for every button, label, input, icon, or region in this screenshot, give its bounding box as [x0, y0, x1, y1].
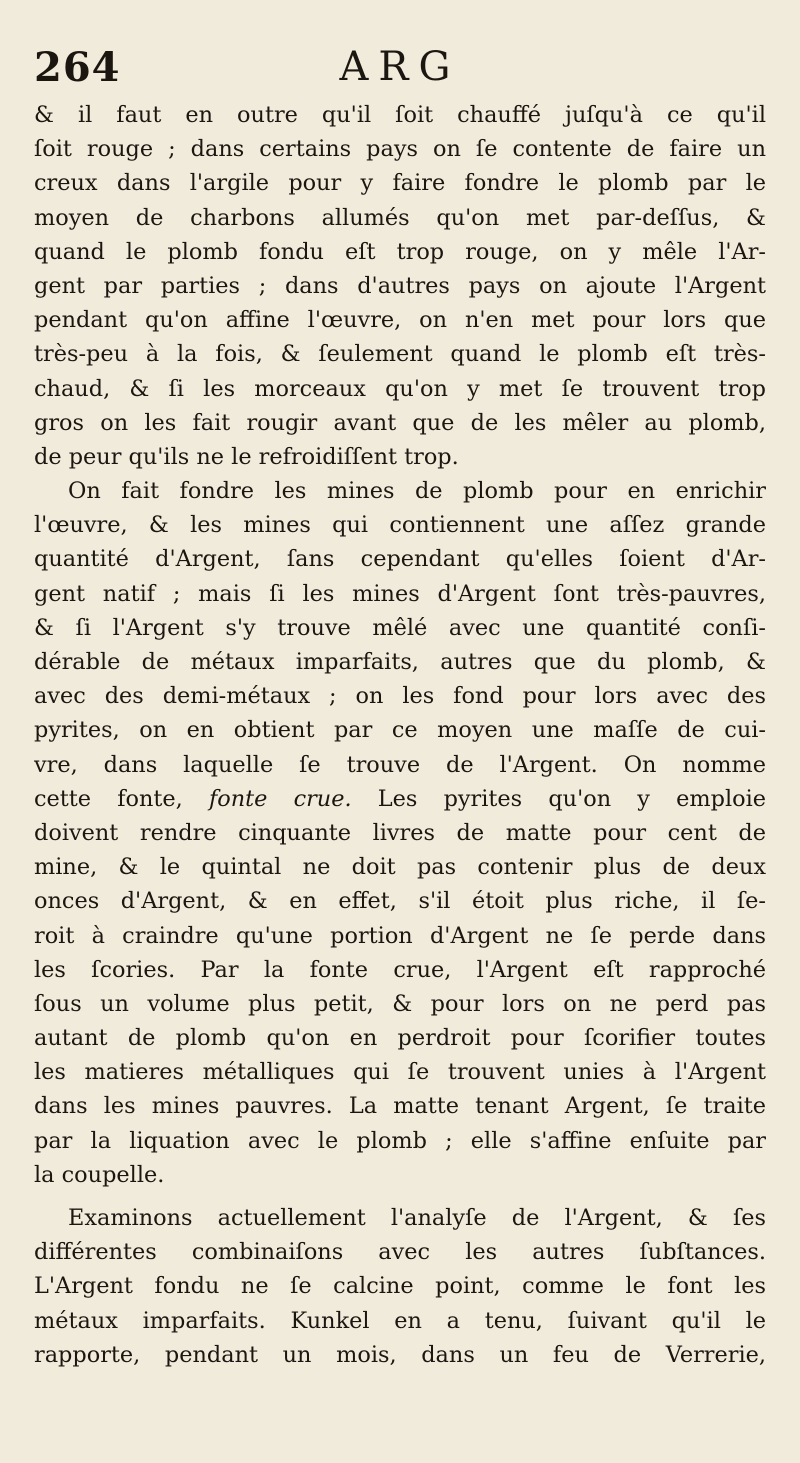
text-line: dans les mines pauvres. La matte tenant Argent, ſe traite [34, 1093, 766, 1120]
text-line: gent par parties ; dans d'autres pays on ajoute l'Argent [34, 272, 766, 299]
text-line: avec des demi-métaux ; on les fond pour lors avec des [34, 683, 766, 710]
text-line: les ſcories. Par la fonte crue, l'Argent eſt rapproché [34, 956, 766, 983]
page-number: 264 [34, 44, 121, 91]
text-line: l'œuvre, & les mines qui contiennent une aſſez grande [34, 512, 766, 539]
text-line: On fait fondre les mines de plomb pour en enrichir [68, 478, 766, 505]
page-header [34, 40, 766, 96]
italic-term: fonte crue. [208, 785, 352, 812]
text-line: métaux imparfaits. Kunkel en a tenu, ſuivant qu'il le [34, 1307, 766, 1334]
body-text [34, 98, 766, 1372]
text-line: les matieres métalliques qui ſe trouvent unies à l'Argent [34, 1059, 766, 1086]
text-line: moyen de charbons allumés qu'on met par-deſſus, & [34, 204, 766, 231]
paragraph-2 [34, 474, 766, 1192]
text-line: & il faut en outre qu'il ſoit chauffé juſqu'à ce qu'il [34, 102, 766, 128]
text-line: gent natif ; mais ſi les mines d'Argent ſont très-pauvres, [34, 580, 766, 607]
text-line: & ſi l'Argent s'y trouve mêlé avec une quantité conſi- [34, 614, 766, 641]
text-run: cette fonte, [34, 785, 209, 812]
text-line: pendant qu'on affine l'œuvre, on n'en met pour lors que [34, 307, 766, 334]
text-line: la coupelle. [34, 1161, 165, 1188]
text-line: autant de plomb qu'on en perdroit pour ſcorifier toutes [34, 1025, 766, 1052]
running-head: ARG [339, 44, 461, 90]
text-line: de peur qu'ils ne le refroidiſſent trop. [34, 443, 459, 470]
text-line: rapporte, pendant un mois, dans un feu de Verrerie, [34, 1341, 766, 1368]
text-line: Examinons actuellement l'analyſe de l'Argent, & ſes [68, 1205, 766, 1231]
text-run: Les pyrites qu'on y emploie [351, 785, 766, 812]
paragraph-3 [34, 1201, 766, 1372]
text-line: différentes combinaiſons avec les autres ſubſtances. [34, 1239, 766, 1266]
text-line: mine, & le quintal ne doit pas contenir plus de deux [34, 854, 766, 881]
text-line-with-italic [34, 782, 766, 816]
text-line: L'Argent fondu ne ſe calcine point, comme le font les [34, 1273, 766, 1300]
text-line: quantité d'Argent, ſans cependant qu'elles ſoient d'Ar- [34, 546, 766, 573]
text-line: ſoit rouge ; dans certains pays on ſe contente de faire un [34, 136, 766, 163]
text-line: pyrites, on en obtient par ce moyen une maſſe de cui- [34, 717, 766, 744]
text-line: vre, dans laquelle ſe trouve de l'Argent. On nomme [34, 751, 766, 778]
text-line: quand le plomb fondu eſt trop rouge, on y mêle l'Ar- [34, 238, 766, 265]
text-line: creux dans l'argile pour y faire fondre le plomb par le [34, 170, 766, 197]
paragraph-1 [34, 98, 766, 474]
text-line: dérable de métaux imparfaits, autres que du plomb, & [34, 649, 766, 675]
text-line: très-peu à la fois, & ſeulement quand le plomb eſt très- [34, 341, 766, 368]
text-line: gros on les fait rougir avant que de les mêler au plomb, [34, 409, 766, 436]
text-line: roit à craindre qu'une portion d'Argent ne ſe perde dans [34, 922, 766, 949]
text-line: ſous un volume plus petit, & pour lors on ne perd pas [34, 990, 766, 1017]
text-line: par la liquation avec le plomb ; elle s'affine enſuite par [34, 1127, 766, 1154]
text-line: doivent rendre cinquante livres de matte pour cent de [34, 819, 766, 846]
text-line: onces d'Argent, & en effet, s'il étoit plus riche, il ſe- [34, 888, 766, 915]
text-line: chaud, & ſi les morceaux qu'on y met ſe trouvent trop [34, 375, 766, 402]
